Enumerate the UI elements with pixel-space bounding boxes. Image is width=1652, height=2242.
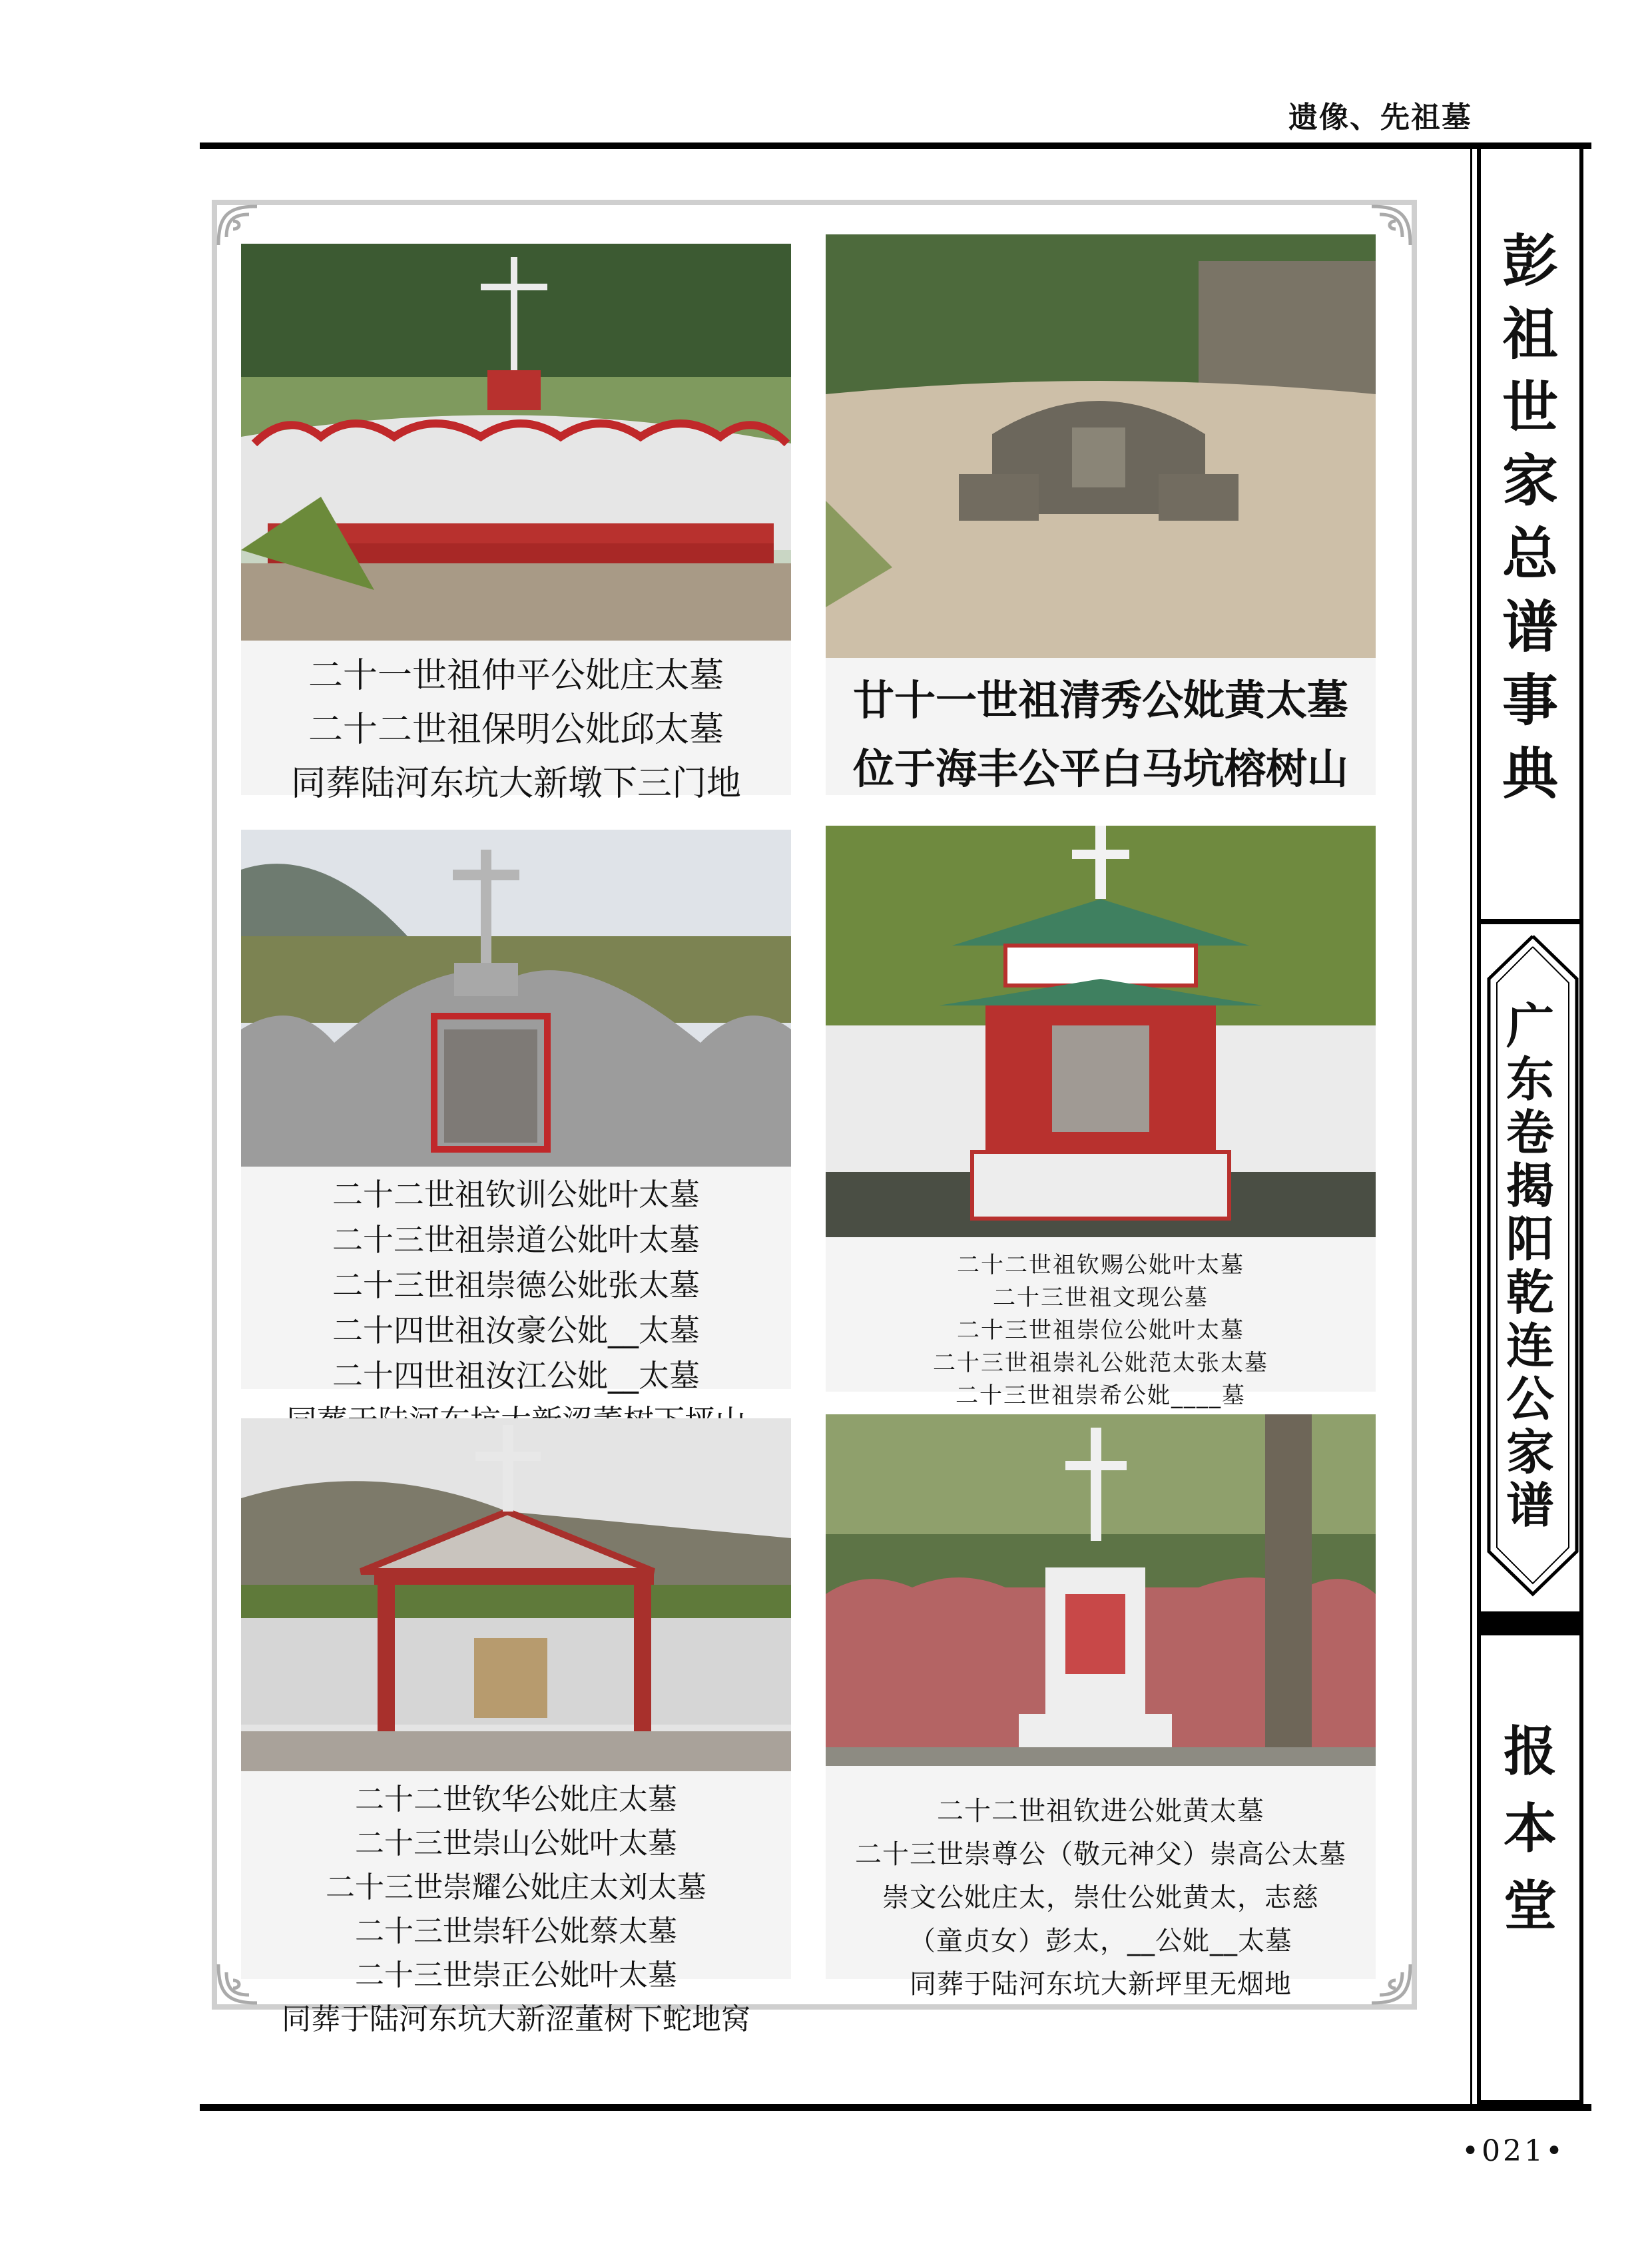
caption-line: 二十二世祖钦进公妣黄太墓 — [937, 1796, 1264, 1826]
branch-title-char: 公 — [1506, 1370, 1554, 1427]
caption-line: 同葬于陆河东坑大新涩董树下蛇地窝 — [282, 2002, 750, 2036]
book-title-char: 家 — [1502, 447, 1558, 513]
caption-line: 二十二世钦华公妣庄太墓 — [355, 1783, 677, 1817]
caption-line: 二十三世祖崇希公妣____墓 — [956, 1382, 1246, 1409]
sidebar-separator — [1481, 1611, 1579, 1635]
tomb-photo — [241, 1418, 791, 1771]
book-title-char: 祖 — [1502, 301, 1558, 367]
tomb-card — [826, 234, 1376, 795]
caption-line: 二十三世祖崇道公妣叶太墓 — [332, 1222, 700, 1258]
branch-title-char: 广 — [1506, 997, 1554, 1054]
tomb-caption — [241, 647, 791, 805]
top-rule — [200, 142, 1591, 149]
branch-title-char: 谱 — [1506, 1477, 1554, 1534]
caption-line: 二十三世祖崇位公妣叶太墓 — [957, 1317, 1244, 1344]
tomb-photo — [241, 830, 791, 1167]
tomb-card — [241, 1418, 791, 2036]
hall-name — [1481, 1720, 1579, 1937]
caption-line: 同葬陆河东坑大新墩下三门地 — [290, 764, 741, 804]
tomb-photo — [241, 244, 791, 641]
tomb-caption — [241, 1775, 791, 2038]
tomb-card — [826, 826, 1376, 1409]
tomb-photo — [826, 234, 1376, 658]
hall-name-char: 本 — [1504, 1797, 1557, 1860]
caption-line: 二十三世崇轩公妣蔡太墓 — [355, 1914, 677, 1948]
caption-line: 二十二世祖钦训公妣叶太墓 — [332, 1177, 700, 1213]
branch-title-char: 乾 — [1506, 1264, 1554, 1320]
book-title-char: 彭 — [1502, 228, 1558, 294]
branch-title-char: 家 — [1506, 1424, 1554, 1480]
section-title: 遗像、先祖墓 — [1288, 101, 1472, 135]
caption-line: 二十四世祖汝江公妣__太墓 — [332, 1358, 700, 1394]
caption-line: 位于海丰公平白马坑榕树山 — [852, 744, 1348, 793]
caption-line: 二十三世祖崇德公妣张太墓 — [332, 1267, 700, 1303]
branch-title — [1481, 997, 1579, 1534]
tomb-photo — [826, 1414, 1376, 1766]
book-title-char: 世 — [1502, 374, 1558, 440]
sidebar-separator — [1481, 919, 1579, 924]
tomb-card — [241, 830, 791, 1394]
tomb-card — [241, 244, 791, 804]
book-title-char: 总 — [1502, 521, 1558, 587]
tomb-caption — [826, 1790, 1376, 2001]
caption-line: 崇文公妣庄太，崇仕公妣黄太，志慈 — [882, 1882, 1319, 1913]
bottom-rule — [200, 2104, 1591, 2111]
corner-ornament-icon — [214, 202, 261, 249]
caption-line: 同葬于陆河东坑大新坪里无烟地 — [910, 1969, 1292, 2000]
caption-line: 二十三世崇正公妣叶太墓 — [355, 1958, 677, 1992]
branch-title-char: 连 — [1506, 1317, 1554, 1374]
branch-title-char: 东 — [1506, 1051, 1554, 1107]
branch-title-char: 揭 — [1506, 1157, 1554, 1214]
caption-line: 二十三世崇耀公妣庄太刘太墓 — [326, 1870, 706, 1904]
caption-line: 二十三世祖崇礼公妣范太张太墓 — [933, 1350, 1268, 1376]
book-title-char: 典 — [1502, 740, 1558, 806]
sidebar — [1477, 142, 1583, 2104]
book-title-char: 事 — [1502, 667, 1558, 733]
book-title — [1481, 228, 1579, 806]
caption-line: 二十二世祖保明公妣邱太墓 — [308, 710, 724, 750]
caption-line: 廿十一世祖清秀公妣黄太墓 — [852, 676, 1348, 724]
branch-title-char: 阳 — [1506, 1211, 1554, 1267]
caption-line: 二十一世祖仲平公妣庄太墓 — [308, 656, 724, 696]
caption-line: 二十三世崇山公妣叶太墓 — [355, 1826, 677, 1860]
tomb-caption — [826, 667, 1376, 795]
hall-name-char: 报 — [1504, 1720, 1557, 1783]
caption-line: 二十三世祖文现公墓 — [993, 1284, 1209, 1311]
caption-line: 二十三世崇尊公（敬元神父）崇高公太墓 — [855, 1839, 1346, 1870]
tomb-photo — [826, 826, 1376, 1237]
hall-name-char: 堂 — [1504, 1874, 1557, 1937]
caption-line: 二十四世祖汝豪公妣__太墓 — [332, 1312, 700, 1348]
book-title-char: 谱 — [1502, 594, 1558, 660]
tomb-card — [826, 1414, 1376, 2000]
caption-line: 二十二世祖钦赐公妣叶太墓 — [957, 1252, 1244, 1278]
sidebar-divider — [1470, 142, 1472, 2111]
page-number: •021• — [1462, 2134, 1565, 2168]
tomb-caption — [826, 1247, 1376, 1442]
tomb-caption — [241, 1171, 791, 1441]
caption-line: （童贞女）彭太，__公妣__太墓 — [909, 1926, 1292, 1956]
branch-title-char: 卷 — [1506, 1104, 1554, 1161]
